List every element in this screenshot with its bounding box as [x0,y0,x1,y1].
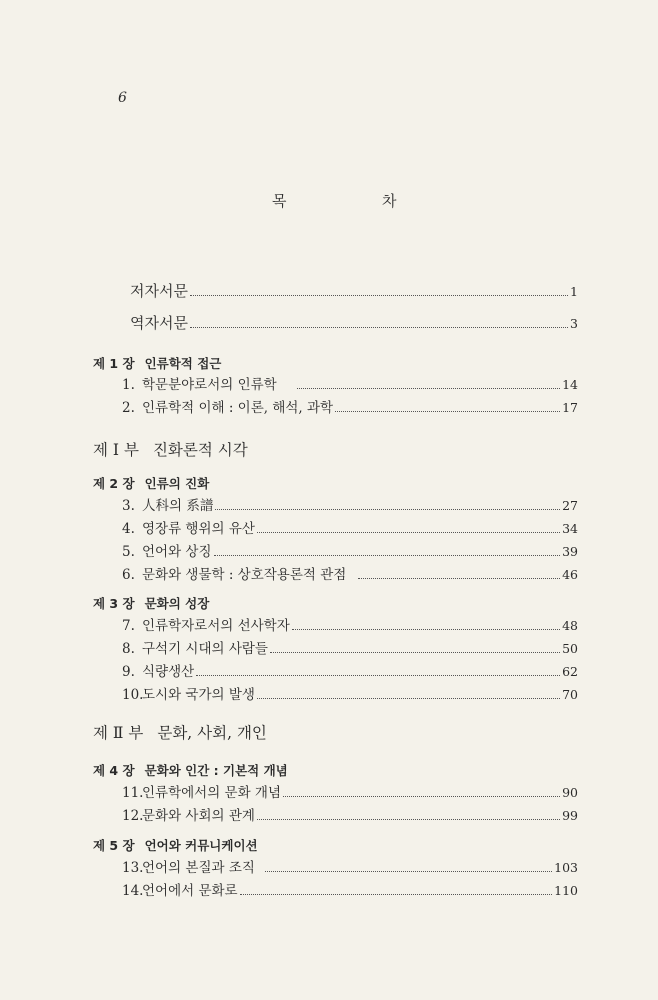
entry-page: 14 [562,377,578,392]
entry-label: 9. 식량생산 [122,664,195,680]
leader-dots [358,578,560,579]
leader-dots [257,532,560,533]
entry-page: 17 [562,400,578,415]
chapter-heading-3 [93,594,209,612]
entry-number: 5. [122,544,135,560]
entry-number: 2. [122,400,135,416]
entry-number: 3. [122,498,135,514]
chapter-title: 인류의 진화 [144,476,210,491]
entry-label: 8. 구석기 시대의 사람들 [122,641,268,657]
title-left: 목 [272,192,287,210]
chapter-number: 제 4 장 [93,763,135,778]
entry-number: 7. [122,618,135,634]
entry-number: 1. [122,377,135,393]
entry-number: 12. [122,808,144,824]
entry-page: 90 [562,785,578,800]
leader-dots [215,509,560,510]
title-right: 차 [382,192,397,210]
leader-dots [283,796,560,797]
chapter-heading-2 [93,474,209,492]
part-heading-2 [93,721,267,743]
entry-number: 4. [122,521,135,537]
entry-label: 12.문화와 사회의 관계 [122,808,255,824]
entry-label: 4. 영장류 행위의 유산 [122,521,255,537]
chapter-heading-5 [93,836,258,854]
chapter-number: 제 5 장 [93,838,135,853]
entry-number: 14. [122,883,144,899]
toc-entry[interactable] [122,781,578,801]
leader-dots [270,652,560,653]
leader-dots [196,675,560,676]
entry-page: 103 [554,860,578,875]
chapter-title: 언어와 커뮤니케이션 [144,838,258,853]
entry-page: 39 [562,544,578,559]
toc-entry[interactable] [122,373,578,393]
chapter-number: 제 3 장 [93,596,135,611]
entry-page: 3 [570,316,578,331]
leader-dots [190,327,568,328]
entry-label: 13.언어의 본질과 조직 [122,860,255,876]
leader-dots [257,819,560,820]
toc-entry[interactable] [122,879,578,899]
chapter-heading-4 [93,761,288,779]
chapter-title: 인류학적 접근 [144,356,222,371]
chapter-title: 문화의 성장 [144,596,210,611]
toc-entry[interactable] [122,660,578,680]
chapter-title: 문화와 인간 : 기본적 개념 [144,763,288,778]
page-number: 6 [118,90,127,106]
entry-page: 34 [562,521,578,536]
entry-number: 6. [122,567,135,583]
entry-page: 1 [570,284,578,299]
toc-entry-preface-translator[interactable] [130,312,578,333]
chapter-heading-1 [93,354,221,372]
entry-label: 14.언어에서 문화로 [122,883,238,899]
leader-dots [190,295,568,296]
entry-label: 1. 학문분야로서의 인류학 [122,377,277,393]
chapter-number: 제 1 장 [93,356,135,371]
part-label: 제 Ⅱ 부 [93,724,144,742]
entry-label: 10.도시와 국가의 발생 [122,687,255,703]
entry-page: 46 [562,567,578,582]
part-heading-1 [93,438,248,460]
chapter-number: 제 2 장 [93,476,135,491]
toc-entry[interactable] [122,563,578,583]
entry-number: 8. [122,641,135,657]
entry-number: 11. [122,785,144,801]
toc-entry-preface-author[interactable] [130,280,578,301]
leader-dots [265,871,552,872]
toc-entry[interactable] [122,683,578,703]
toc-entry[interactable] [122,540,578,560]
entry-label: 2. 인류학적 이해 : 이론, 해석, 과학 [122,400,334,416]
leader-dots [240,894,553,895]
toc-entry[interactable] [122,804,578,824]
leader-dots [297,388,560,389]
toc-entry[interactable] [122,614,578,634]
part-label: 제 Ⅰ 부 [93,441,139,459]
toc-entry[interactable] [122,396,578,416]
leader-dots [257,698,560,699]
entry-page: 99 [562,808,578,823]
entry-number: 13. [122,860,144,876]
leader-dots [214,555,561,556]
entry-label: 저자서문 [130,282,188,300]
entry-number: 10. [122,687,144,703]
entry-label: 5. 언어와 상징 [122,544,212,560]
entry-label: 6. 문화와 생물학 : 상호작용론적 관점 [122,567,347,583]
entry-number: 9. [122,664,135,680]
leader-dots [335,411,560,412]
toc-entry[interactable] [122,494,578,514]
entry-page: 48 [562,618,578,633]
entry-label: 11.인류학에서의 문화 개념 [122,785,281,801]
entry-page: 62 [562,664,578,679]
toc-entry[interactable] [122,856,578,876]
entry-page: 110 [554,883,578,898]
entry-label: 7. 인류학자로서의 선사학자 [122,618,290,634]
part-title: 진화론적 시각 [152,441,248,459]
entry-page: 27 [562,498,578,513]
leader-dots [292,629,560,630]
entry-page: 50 [562,641,578,656]
toc-entry[interactable] [122,637,578,657]
toc-entry[interactable] [122,517,578,537]
entry-page: 70 [562,687,578,702]
entry-label: 3. 人科의 系譜 [122,498,214,514]
entry-label: 역자서문 [130,314,188,332]
part-title: 문화, 사회, 개인 [157,724,267,742]
